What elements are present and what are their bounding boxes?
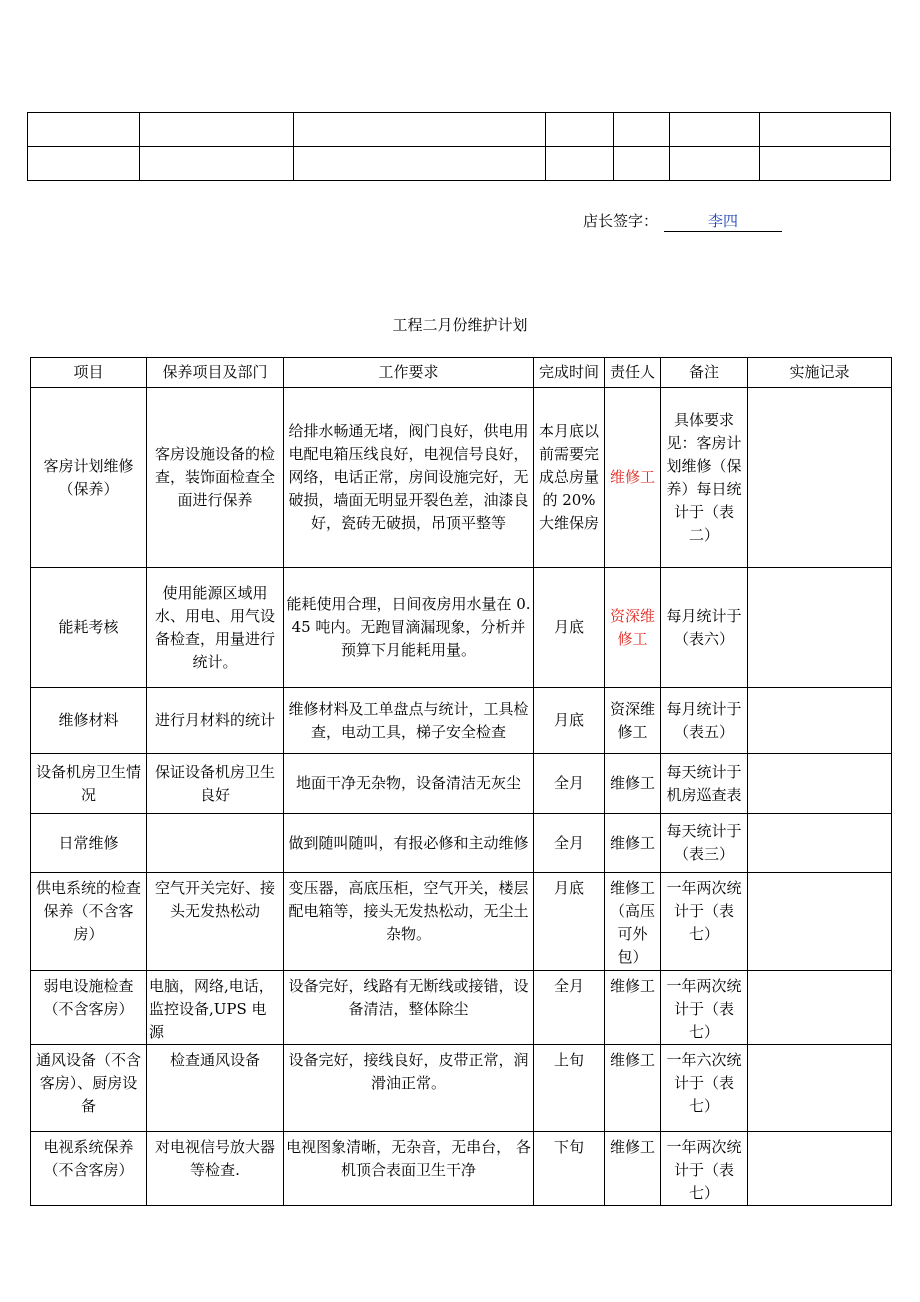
table-row <box>31 754 892 814</box>
item-cell: 电视系统保养（不含客房） <box>31 1132 147 1206</box>
person-cell: 维修工 <box>605 1045 661 1132</box>
item-cell: 通风设备（不含客房）、厨房设备 <box>31 1045 147 1132</box>
scope-cell: 进行月材料的统计 <box>147 688 284 754</box>
scope-cell: 保证设备机房卫生良好 <box>147 754 284 814</box>
record-cell <box>748 1132 892 1206</box>
signature-name: 李四 <box>664 213 782 232</box>
scope-cell: 空气开关完好、接头无发热松动 <box>147 873 284 971</box>
table-row <box>31 1045 892 1132</box>
time-cell: 月底 <box>534 873 605 971</box>
requirement-cell: 变压器，高底压柜，空气开关，楼层配电箱等，接头无发热松动，无尘土杂物。 <box>284 873 534 971</box>
note-cell: 一年两次统计于（表七） <box>661 971 748 1045</box>
requirement-cell: 设备完好，线路有无断线或接错，设备清洁，整体除尘 <box>284 971 534 1045</box>
note-cell: 每天统计于（表三） <box>661 814 748 873</box>
previous-table <box>27 112 891 181</box>
note-cell: 每天统计于机房巡查表 <box>661 754 748 814</box>
header-cell: 完成时间 <box>534 358 605 388</box>
table-row <box>31 688 892 754</box>
time-cell: 下旬 <box>534 1132 605 1206</box>
person-cell: 资深维修工 <box>605 568 661 688</box>
time-cell: 上旬 <box>534 1045 605 1132</box>
table-row <box>31 1132 892 1206</box>
time-cell: 本月底以前需要完成总房量的 20%大维保房 <box>534 388 605 568</box>
table-row <box>28 113 891 147</box>
time-cell: 月底 <box>534 688 605 754</box>
requirement-cell: 地面干净无杂物，设备清洁无灰尘 <box>284 754 534 814</box>
person-cell: 维修工 <box>605 971 661 1045</box>
table-row <box>31 814 892 873</box>
person-cell: 维修工 <box>605 1132 661 1206</box>
table-row <box>28 147 891 181</box>
record-cell <box>748 971 892 1045</box>
table-row <box>31 568 892 688</box>
requirement-cell: 电视图象清晰，无杂音，无串台， 各机顶合表面卫生干净 <box>284 1132 534 1206</box>
scope-cell <box>147 814 284 873</box>
header-row <box>31 358 892 388</box>
record-cell <box>748 688 892 754</box>
header-cell: 实施记录 <box>748 358 892 388</box>
item-cell: 客房计划维修（保养） <box>31 388 147 568</box>
record-cell <box>748 568 892 688</box>
time-cell: 全月 <box>534 971 605 1045</box>
table-row <box>31 388 892 568</box>
page-title: 工程二月份维护计划 <box>392 316 528 334</box>
header-cell: 项目 <box>31 358 147 388</box>
note-cell: 具体要求见：客房计划维修（保养）每日统计于（表二） <box>661 388 748 568</box>
note-cell: 每月统计于（表六） <box>661 568 748 688</box>
header-cell: 工作要求 <box>284 358 534 388</box>
item-cell: 设备机房卫生情况 <box>31 754 147 814</box>
record-cell <box>748 1045 892 1132</box>
scope-cell: 使用能源区域用水、用电、用气设备检查，用量进行统计。 <box>147 568 284 688</box>
table-row <box>31 873 892 971</box>
person-cell: 维修工 <box>605 388 661 568</box>
requirement-cell: 设备完好，接线良好，皮带正常，润滑油正常。 <box>284 1045 534 1132</box>
record-cell <box>748 388 892 568</box>
table-row <box>31 971 892 1045</box>
time-cell: 月底 <box>534 568 605 688</box>
requirement-cell: 给排水畅通无堵，阀门良好，供电用电配电箱压线良好，电视信号良好，网络，电话正常，房间设施完好，无破损，墙面无明显开裂色差，油漆良好，瓷砖无破损，吊顶平整等 <box>284 388 534 568</box>
header-cell: 责任人 <box>605 358 661 388</box>
scope-cell: 检查通风设备 <box>147 1045 284 1132</box>
item-cell: 供电系统的检查保养（不含客房） <box>31 873 147 971</box>
requirement-cell: 能耗使用合理，日间夜房用水量在 0.45 吨内。无跑冒滴漏现象，分析并预算下月能耗用量。 <box>284 568 534 688</box>
record-cell <box>748 754 892 814</box>
item-cell: 日常维修 <box>31 814 147 873</box>
requirement-cell: 维修材料及工单盘点与统计，工具检查，电动工具，梯子安全检查 <box>284 688 534 754</box>
person-cell: 维修工（高压可外包） <box>605 873 661 971</box>
person-cell: 维修工 <box>605 814 661 873</box>
time-cell: 全月 <box>534 814 605 873</box>
header-cell: 保养项目及部门 <box>147 358 284 388</box>
scope-cell: 客房设施设备的检查，装饰面检查全面进行保养 <box>147 388 284 568</box>
requirement-cell: 做到随叫随叫，有报必修和主动维修 <box>284 814 534 873</box>
note-cell: 一年六次统计于（表七） <box>661 1045 748 1132</box>
note-cell: 一年两次统计于（表七） <box>661 1132 748 1206</box>
record-cell <box>748 814 892 873</box>
header-cell: 备注 <box>661 358 748 388</box>
person-cell: 资深维修工 <box>605 688 661 754</box>
person-cell: 维修工 <box>605 754 661 814</box>
item-cell: 弱电设施检查（不含客房） <box>31 971 147 1045</box>
maintenance-plan-table <box>30 357 892 1206</box>
record-cell <box>748 873 892 971</box>
signature-label: 店长签字： <box>583 213 659 230</box>
time-cell: 全月 <box>534 754 605 814</box>
note-cell: 一年两次统计于（表七） <box>661 873 748 971</box>
item-cell: 能耗考核 <box>31 568 147 688</box>
scope-cell: 电脑，网络,电话，监控设备,UPS 电源 <box>147 971 284 1045</box>
scope-cell: 对电视信号放大器等检查. <box>147 1132 284 1206</box>
item-cell: 维修材料 <box>31 688 147 754</box>
note-cell: 每月统计于（表五） <box>661 688 748 754</box>
signature-line <box>583 210 782 232</box>
